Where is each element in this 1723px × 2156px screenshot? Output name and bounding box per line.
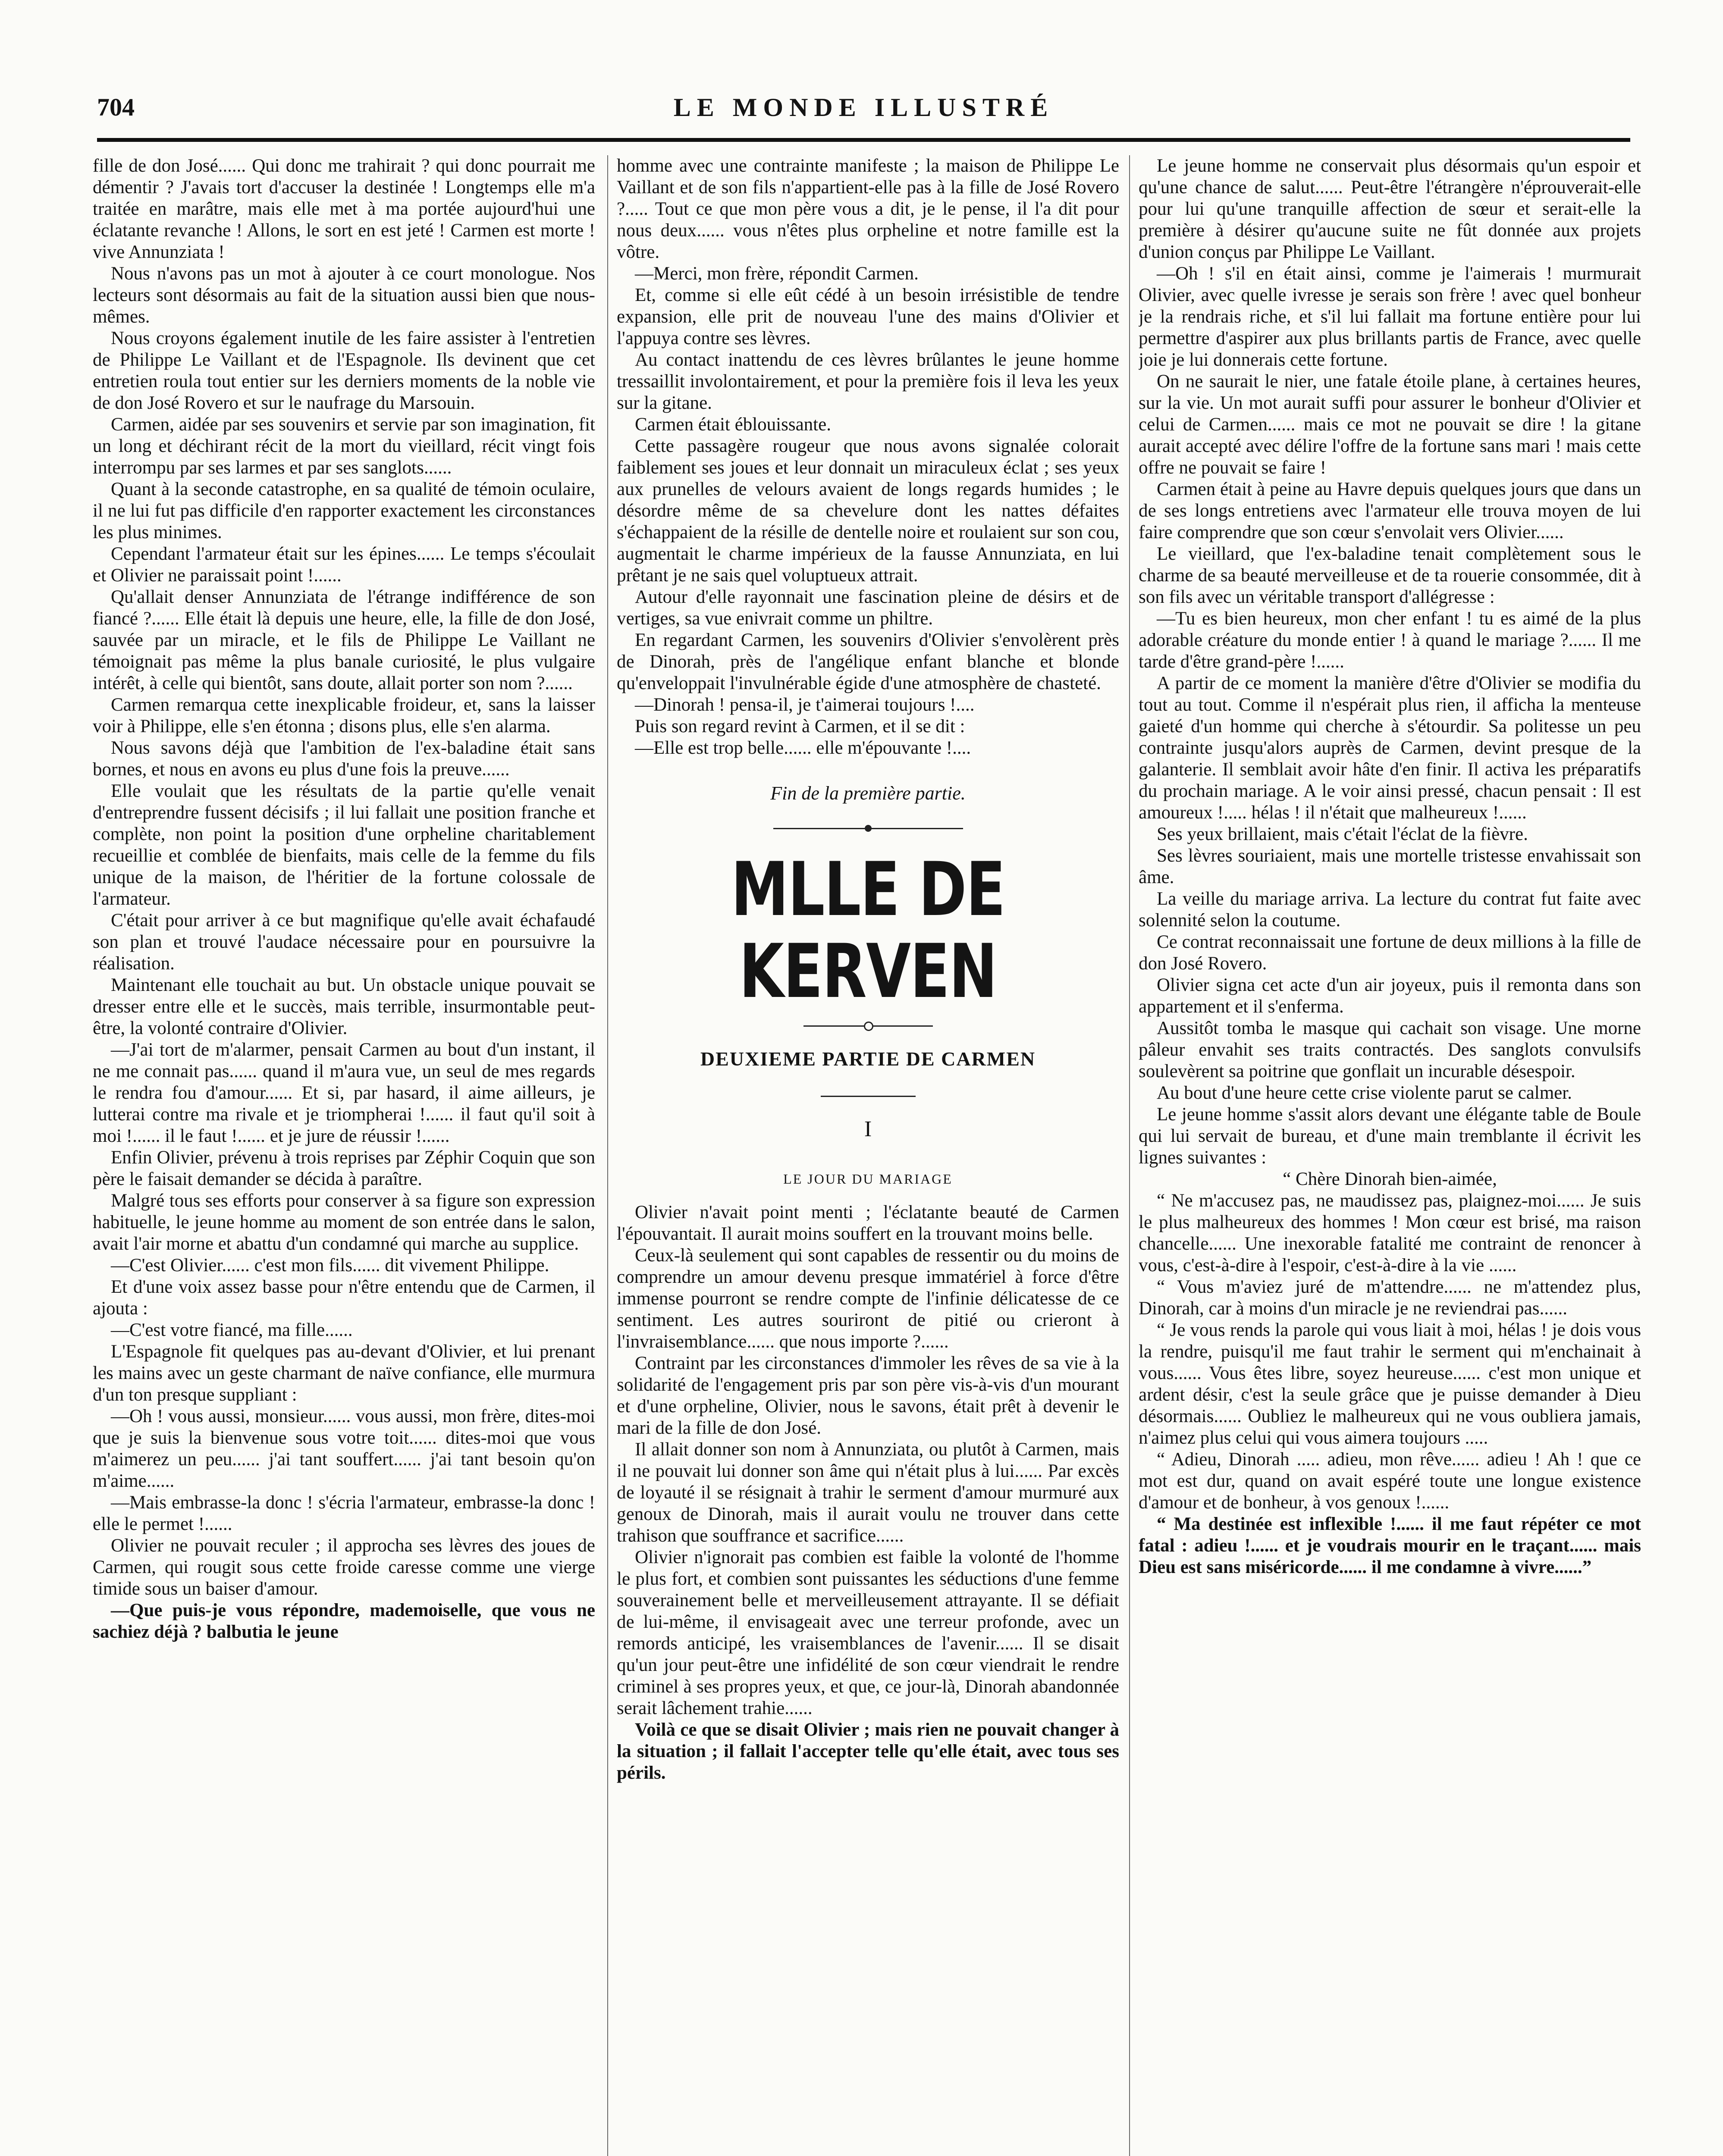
paragraph: On ne saurait le nier, une fatale étoile plane, à certaines heures, sur la vie. Un mot aurait suffi pour assurer le bonheur d'Olivier et celui de Carmen...... mais ce mot ne pouvait se dire ! la gitane aurait accepté avec délire l'offre de la fortune sans mari ! mais cette offre ne pouvait se faire !	[1139, 371, 1641, 478]
letter-paragraph: “ Ma destinée est inflexible !...... il me faut répéter ce mot fatal : adieu !...... et je voudrais mourir en le traçant...... mais Dieu est sans miséricorde...... il me condamne à vivre......”	[1139, 1514, 1641, 1577]
paragraph: Elle voulait que les résultats de la partie qu'elle venait d'entreprendre fussent décisifs ; il lui fallait une position franche et complète, non point la position d'une orpheline charitablement recueillie et comblée de bienfaits, mais celle de la femme du fils unique de la maison, de l'héritier de la fortune colossale de l'armateur.	[93, 781, 595, 909]
paragraph: Contraint par les circonstances d'immoler les rêves de sa vie à la solidarité de l'engagement pris par son père vis-à-vis d'un mourant et d'une orpheline, Olivier, nous le savons, était prêt à devenir le mari de la fille de don José.	[617, 1353, 1119, 1438]
paragraph: L'Espagnole fit quelques pas au-devant d'Olivier, et lui prenant les mains avec un geste charmant de naïve confiance, elle murmura d'un ton presque suppliant :	[93, 1341, 595, 1405]
paragraph: Le jeune homme s'assit alors devant une élégante table de Boule qui lui servait de bureau, et d'une main tremblante il écrivit les lignes suivantes :	[1139, 1104, 1641, 1168]
paragraph: Quant à la seconde catastrophe, en sa qualité de témoin oculaire, il ne lui fut pas difficile d'en rapporter exactement les circonstances les plus minimes.	[93, 479, 595, 542]
end-of-part-note: Fin de la première partie.	[770, 783, 966, 804]
paragraph: Et d'une voix assez basse pour n'être entendu que de Carmen, il ajouta :	[93, 1277, 595, 1319]
paragraph: Au bout d'une heure cette crise violente parut se calmer.	[1157, 1083, 1572, 1103]
paragraph: Voilà ce que se disait Olivier ; mais rien ne pouvait changer à la situation ; il fallait l'accepter telle qu'elle était, avec tous ses périls.	[617, 1720, 1119, 1783]
letter-paragraph: “ Je vous rends la parole qui vous liait à moi, hélas ! je dois vous la rendre, puisqu'il me faut trahir le serment qui m'enchainait à vous...... Vous êtes libre, soyez heureuse...... c'est mon unique et ardent désir, c'est la seule grâce que je puisse demander à Dieu désormais...... Oubliez le malheureux qui ne vous oubliera jamais, n'aimez plus celui qui vous aimera toujours .....	[1139, 1320, 1641, 1448]
paragraph: Ceux-là seulement qui sont capables de ressentir ou du moins de comprendre un amour devenu presque immatériel à force d'être immense pourront se rendre compte de l'infinie délicatesse de ce sentiment. Les autres souriront de pitié ou crieront à l'invraisemblance...... que nous importe ?......	[617, 1245, 1119, 1352]
paragraph: La veille du mariage arriva. La lecture du contrat fut faite avec solennité selon la coutume.	[1139, 889, 1641, 931]
part-heading: DEUXIEME PARTIE DE CARMEN	[700, 1048, 1036, 1070]
ornament-divider	[773, 828, 963, 829]
paragraph: Le jeune homme ne conservait plus désormais qu'un espoir et qu'une chance de salut...... Peut-être l'étrangère n'éprouverait-elle pour lui qu'une tranquille affection de sœur et serait-elle la première à désirer qu'aucune suite ne fût donnée aux projets d'union conçus par Philippe Le Vaillant.	[1139, 156, 1641, 262]
paragraph: Au contact inattendu de ces lèvres brûlantes le jeune homme tressaillit involontairement, et pour la première fois il leva les yeux sur la gitane.	[617, 350, 1119, 413]
paragraph: fille de don José...... Qui donc me trahirait ? qui donc pourrait me démentir ? J'avais tort d'accuser la destinée ! Longtemps elle m'a traitée en marâtre, mais elle met à ma portée aujourd'hui une éclatante revanche ! Allons, le sort en est jeté ! Carmen est morte ! vive Annunziata !	[93, 156, 595, 262]
column-separator	[607, 155, 608, 2156]
column-separator	[1129, 155, 1130, 2156]
paragraph: Maintenant elle touchait au but. Un obstacle unique pouvait se dresser entre elle et le succès, mais terrible, insurmontable peut-être, la volonté contraire d'Olivier.	[93, 975, 595, 1038]
paragraph: Enfin Olivier, prévenu à trois reprises par Zéphir Coquin que son père le faisait demander se décida à paraître.	[93, 1147, 595, 1189]
ornament-divider	[803, 1025, 933, 1027]
paragraph: Nous savons déjà que l'ambition de l'ex-baladine était sans bornes, et nous en avons eu plus d'une fois la preuve......	[93, 738, 595, 780]
paragraph: —Que puis-je vous répondre, mademoiselle, que vous ne sachiez déjà ? balbutia le jeune	[93, 1600, 595, 1642]
paragraph: En regardant Carmen, les souvenirs d'Olivier s'envolèrent près de Dinorah, près de l'angélique enfant blanche et blonde qu'enveloppait l'invulnérable égide d'une atmosphère de chasteté.	[617, 630, 1119, 693]
ornament-dot-icon	[865, 825, 872, 832]
paragraph: Cette passagère rougeur que nous avons signalée colorait faiblement ses joues et leur donnait un miraculeux éclat ; ses yeux aux prunelles de velours avaient de longs regards humides ; le désordre même de sa chevelure dont les nattes défaites s'échappaient de la résille de dentelle noire et roulaient sur son cou, augmentait le charme impérieux de la fausse Annunziata, en lui prêtant je ne sais quel voluptueux attrait.	[617, 436, 1119, 586]
letter-paragraph: “ Ne m'accusez pas, ne maudissez pas, plaignez-moi...... Je suis le plus malheureux des hommes ! Mon cœur est brisé, ma raison chancelle...... Une inexorable fatalité me contraint de renoncer à vous, c'est-à-dire à l'espoir, c'est-à-dire à la vie ......	[1139, 1191, 1641, 1275]
letter-salutation: “ Chère Dinorah bien-aimée,	[1283, 1169, 1497, 1189]
page-header	[97, 93, 1630, 140]
paragraph: Et, comme si elle eût cédé à un besoin irrésistible de tendre expansion, elle prit de nouveau l'une des mains d'Olivier et l'appuya contre ses lèvres.	[617, 285, 1119, 348]
paragraph: —J'ai tort de m'alarmer, pensait Carmen au bout d'un instant, il ne me connait pas...... quand il m'aura vue, un seul de mes regards le rendra fou d'amour...... Et si, par hasard, il aime ailleurs, je lutterai contre ma rivale et je triompherai !...... il faut qu'il soit à moi !...... il le faut !...... et je jure de réussir !......	[93, 1040, 595, 1146]
text-column-2	[617, 155, 1119, 2156]
paragraph: Nous n'avons pas un mot à ajouter à ce court monologue. Nos lecteurs sont désormais au fait de la situation aussi bien que nous-mêmes.	[93, 263, 595, 327]
paragraph: —Oh ! s'il en était ainsi, comme je l'aimerais ! murmurait Olivier, avec quelle ivresse je serais son frère ! avec quel bonheur je la rendrais riche, et s'il lui fallait ma fortune entière pour lui permettre d'aspirer aux plus brillants partis de France, avec quelle joie je lui donnerais cette fortune.	[1139, 263, 1641, 370]
paragraph: Nous croyons également inutile de les faire assister à l'entretien de Philippe Le Vaillant et de l'Espagnole. Ils devinent que cet entretien roula tout entier sur les derniers moments de la noble vie de don José Rovero et sur le naufrage du Marsouin.	[93, 328, 595, 413]
paragraph: C'était pour arriver à ce but magnifique qu'elle avait échafaudé son plan et trouvé l'audace nécessaire pour en poursuivre la réalisation.	[93, 910, 595, 974]
paragraph: Il allait donner son nom à Annunziata, ou plutôt à Carmen, mais il ne pouvait lui donner son âme qui n'était plus à lui...... Par excès de loyauté il se résignait à trahir le serment d'amour murmuré aux genoux de Dinorah, mais il aurait voulu ne trouver dans cette trahison que souffrance et sacrifice......	[617, 1439, 1119, 1546]
feuilleton-title: MLLE DE KERVEN	[731, 846, 1005, 1015]
paragraph: Olivier ne pouvait reculer ; il approcha ses lèvres des joues de Carmen, qui rougit sous cette froide caresse comme une vierge timide sous un baiser d'amour.	[93, 1536, 595, 1599]
paragraph: Olivier n'avait point menti ; l'éclatante beauté de Carmen l'épouvantait. Il aurait moins souffert en la trouvant moins belle.	[617, 1202, 1119, 1244]
paragraph: Le vieillard, que l'ex-baladine tenait complètement sous le charme de sa beauté merveilleuse et de ta rouerie consommée, dit à son fils avec un véritable transport d'allégresse :	[1139, 544, 1641, 607]
letter-paragraph: “ Adieu, Dinorah ..... adieu, mon rêve...... adieu ! Ah ! que ce mot est dur, quand on avait espéré toute une longue existence d'amour et de bonheur, à vos genoux !......	[1139, 1449, 1641, 1513]
section-divider	[821, 1096, 916, 1097]
paragraph: —C'est votre fiancé, ma fille......	[111, 1320, 353, 1340]
paragraph: —Elle est trop belle...... elle m'épouvante !....	[635, 738, 971, 758]
paragraph: Qu'allait denser Annunziata de l'étrange indifférence de son fiancé ?...... Elle était là depuis une heure, elle, la fille de don José, sauvée par un miracle, et le fils de Philippe Le Vaillant ne témoignait pas même la plus banale curiosité, le plus vulgaire intérêt, à celle qui bientôt, sans doute, allait porter son nom ?......	[93, 587, 595, 693]
paragraph: Ses yeux brillaient, mais c'était l'éclat de la fièvre.	[1157, 824, 1528, 844]
paragraph: Carmen était à peine au Havre depuis quelques jours que dans un de ses longs entretiens avec l'armateur elle trouva moyen de lui faire comprendre que son cœur s'envolait vers Olivier......	[1139, 479, 1641, 542]
paragraph: —Oh ! vous aussi, monsieur...... vous aussi, mon frère, dites-moi que je suis la bienvenue sous votre toit...... dites-moi que vous m'aimerez un peu...... j'ai tant souffert...... j'ai tant besoin qu'on m'aime......	[93, 1406, 595, 1491]
paragraph: homme avec une contrainte manifeste ; la maison de Philippe Le Vaillant et de son fils n'appartient-elle pas à la fille de José Rovero ?..... Tout ce que mon père vous a dit, je le pense, il l'a dit pour nous deux...... vous n'êtes plus orpheline et notre famille est la vôtre.	[617, 156, 1119, 262]
paragraph: Olivier n'ignorait pas combien est faible la volonté de l'homme le plus fort, et combien sont puissantes les séductions d'une femme souverainement belle et merveilleusement attrayante. Il se défiait de lui-même, il envisageait avec une terreur profonde, avec un remords anticipé, les vraisemblances de l'avenir...... Il se disait qu'un jour peut-être une infidélité de son cœur viendrait le rendre criminel à ses propres yeux, et que, ce jour-là, Dinorah abandonnée serait lâchement trahie......	[617, 1547, 1119, 1718]
page-number: 704	[97, 93, 135, 121]
paragraph: —Merci, mon frère, répondit Carmen.	[635, 263, 919, 284]
paragraph: Carmen, aidée par ses souvenirs et servie par son imagination, fit un long et déchirant récit de la mort du vieillard, récit vingt fois interrompu par ses larmes et par ses sanglots......	[93, 414, 595, 478]
journal-title: LE MONDE ILLUSTRÉ	[673, 93, 1054, 122]
chapter-number: I	[864, 1117, 872, 1141]
paragraph: Puis son regard revint à Carmen, et il se dit :	[635, 716, 965, 736]
text-column-1	[93, 155, 595, 2156]
paragraph: Ses lèvres souriaient, mais une mortelle tristesse envahissait son âme.	[1139, 846, 1641, 887]
paragraph: Olivier signa cet acte d'un air joyeux, puis il remonta dans son appartement et il s'enferma.	[1139, 975, 1641, 1017]
paragraph: Cependant l'armateur était sur les épines...... Le temps s'écoulait et Olivier ne paraissait point !......	[93, 544, 595, 586]
paragraph: —Tu es bien heureux, mon cher enfant ! tu es aimé de la plus adorable créature du monde entier ! à quand le mariage ?...... Il me tarde d'être grand-père !......	[1139, 608, 1641, 672]
ornament-ring-icon	[864, 1022, 873, 1031]
paragraph: A partir de ce moment la manière d'être d'Olivier se modifia du tout au tout. Comme il n'espérait plus rien, il afficha la menteuse gaieté d'un homme qui cherche à s'étourdir. Sa politesse un peu contrainte jusqu'alors auprès de Carmen, devint presque de la galanterie. Il semblait avoir hâte d'en finir. Il activa les préparatifs du prochain mariage. A le voir ainsi pressé, chacun pensait : Il est amoureux !..... hélas ! il n'était que malheureux !......	[1139, 673, 1641, 823]
chapter-title: LE JOUR DU MARIAGE	[783, 1171, 953, 1187]
letter-paragraph: “ Vous m'aviez juré de m'attendre...... ne m'attendez plus, Dinorah, car à moins d'un miracle je ne reviendrai pas......	[1139, 1277, 1641, 1319]
paragraph: Carmen remarqua cette inexplicable froideur, et, sans la laisser voir à Philippe, elle s'en étonna ; disons plus, elle s'en alarma.	[93, 695, 595, 736]
paragraph: Aussitôt tomba le masque qui cachait son visage. Une morne pâleur envahit ses traits contractés. Des sanglots convulsifs soulevèrent sa poitrine que gonflait un incurable désespoir.	[1139, 1018, 1641, 1081]
paragraph: Malgré tous ses efforts pour conserver à sa figure son expression habituelle, le jeune homme au moment de son entrée dans le salon, avait l'air morne et abattu d'un condamné qui marche au supplice.	[93, 1191, 595, 1254]
paragraph: Carmen était éblouissante.	[635, 414, 831, 435]
text-column-3	[1139, 155, 1641, 2156]
paragraph: Ce contrat reconnaissait une fortune de deux millions à la fille de don José Rovero.	[1139, 932, 1641, 974]
paragraph: —Dinorah ! pensa-il, je t'aimerai toujours !....	[635, 695, 975, 715]
paragraph: —C'est Olivier...... c'est mon fils...... dit vivement Philippe.	[111, 1255, 549, 1275]
paragraph: —Mais embrasse-la donc ! s'écria l'armateur, embrasse-la donc ! elle le permet !......	[93, 1492, 595, 1534]
paragraph: Autour d'elle rayonnait une fascination pleine de désirs et de vertiges, sa vue enivrait comme un philtre.	[617, 587, 1119, 629]
header-rule	[97, 138, 1630, 142]
